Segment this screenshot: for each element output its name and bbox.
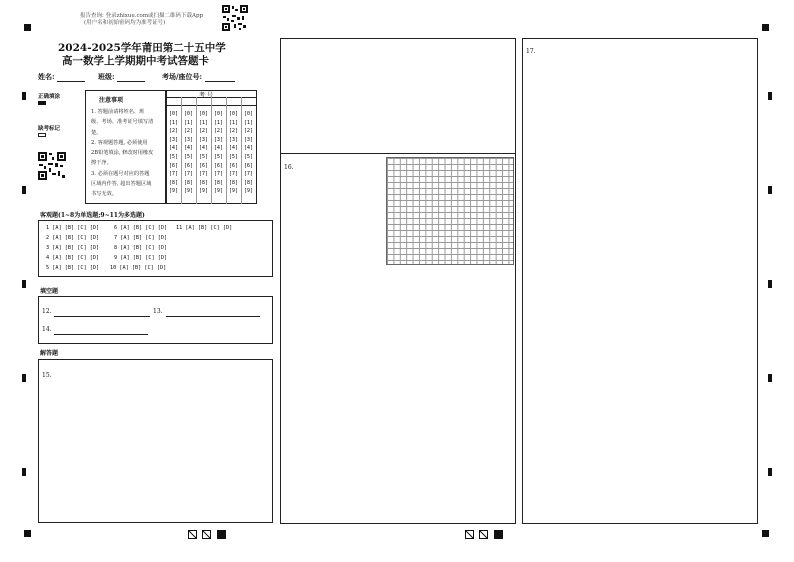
student-qr-code <box>38 152 66 180</box>
question-12-blank[interactable] <box>54 316 150 317</box>
choice-row[interactable]: 3 [A] [B] [C] [D] <box>46 245 100 251</box>
exam-digit-bubble[interactable]: [2] <box>183 128 194 135</box>
exam-digit-bubble[interactable]: [0] <box>198 111 209 117</box>
exam-digit-bubble[interactable]: [0] <box>168 111 179 117</box>
page-id-marks-left <box>188 530 228 540</box>
exam-digit-bubble[interactable]: [5] <box>168 153 179 160</box>
absent-mark-checkbox[interactable] <box>38 133 46 137</box>
question-14-blank[interactable] <box>54 334 148 335</box>
exam-digit-bubble[interactable]: [5] <box>183 153 194 160</box>
name-blank[interactable] <box>57 81 85 82</box>
middle-answer-column[interactable] <box>280 38 516 524</box>
exam-digit-bubble[interactable]: [2] <box>228 128 239 135</box>
exam-digit-bubble[interactable]: [3] <box>243 136 254 143</box>
choice-row[interactable]: 1 [A] [B] [C] [D] <box>46 225 100 231</box>
choice-row[interactable]: 9 [A] [B] [C] [D] <box>114 255 168 261</box>
exam-digit-bubble[interactable]: [4] <box>183 145 194 152</box>
exam-digit-bubble[interactable]: [4] <box>168 145 179 152</box>
exam-digit-bubble[interactable]: [2] <box>198 128 209 135</box>
exam-digit-bubble[interactable]: [7] <box>213 171 224 178</box>
exam-title-line1: 2024-2025学年莆田第二十五中学 <box>58 42 226 54</box>
class-field[interactable] <box>98 72 145 82</box>
notes-line: 书写无效。 <box>91 191 117 198</box>
exam-digit-bubble[interactable]: [7] <box>168 171 179 178</box>
exam-number-column[interactable] <box>197 110 210 196</box>
timing-mark <box>22 92 26 100</box>
notes-title: 注意事项 <box>99 97 124 104</box>
question-13-label: 13. <box>153 308 163 315</box>
corner-mark-top-left <box>24 24 31 31</box>
name-field[interactable] <box>38 72 85 82</box>
notes-line: 擦干净。 <box>91 160 112 167</box>
exam-digit-bubble[interactable]: [4] <box>213 145 224 152</box>
timing-mark <box>768 468 772 476</box>
exam-digit-bubble[interactable]: [2] <box>213 128 224 135</box>
report-notice: 报告查询: 登录zhixue.com或扫描二维码下载App <box>80 13 204 19</box>
timing-mark <box>22 468 26 476</box>
exam-digit-bubble[interactable]: [6] <box>228 162 239 169</box>
corner-mark-bottom-left <box>24 530 31 537</box>
choice-row[interactable]: 10 [A] [B] [C] [D] <box>110 265 167 271</box>
exam-digit-bubble[interactable]: [7] <box>243 171 254 178</box>
exam-digit-bubble[interactable]: [0] <box>228 111 239 117</box>
exam-digit-bubble[interactable]: [8] <box>168 179 179 186</box>
choice-row[interactable]: 8 [A] [B] [C] [D] <box>114 245 168 251</box>
exam-digit-bubble[interactable]: [7] <box>183 171 194 178</box>
choice-row[interactable]: 4 [A] [B] [C] [D] <box>46 255 100 261</box>
exam-digit-bubble[interactable]: [1] <box>168 119 179 126</box>
exam-digit-bubble[interactable]: [7] <box>198 171 209 178</box>
notes-line: 2B铅笔填涂, 修改时用橡皮 <box>91 150 154 157</box>
exam-digit-bubble[interactable]: [0] <box>183 111 194 117</box>
exam-number-column[interactable] <box>182 110 195 196</box>
exam-digit-bubble[interactable]: [6] <box>198 162 209 169</box>
notes-line: 3. 必须在题号对应的答题 <box>91 170 150 177</box>
exam-digit-bubble[interactable]: [3] <box>213 136 224 143</box>
corner-mark-top-right <box>762 24 769 31</box>
exam-digit-bubble[interactable]: [8] <box>183 179 194 186</box>
exam-digit-bubble[interactable]: [1] <box>228 119 239 126</box>
exam-number-column[interactable] <box>227 110 240 196</box>
room-seat-blank[interactable] <box>205 81 235 82</box>
exam-digit-bubble[interactable]: [3] <box>228 136 239 143</box>
name-label: 姓名: <box>38 72 55 81</box>
question-17-answer-box[interactable] <box>522 38 758 524</box>
correct-fill-label: 正确填涂 <box>38 94 61 100</box>
exam-digit-bubble[interactable]: [6] <box>168 162 179 169</box>
question-15-answer-box[interactable] <box>38 359 273 523</box>
timing-mark <box>22 374 26 382</box>
page-id-marks-right <box>465 530 505 540</box>
exam-digit-bubble[interactable]: [3] <box>168 136 179 143</box>
exam-title-line2: 高一数学上学期期中考试答题卡 <box>62 55 209 67</box>
exam-digit-bubble[interactable]: [9] <box>168 188 179 195</box>
timing-mark <box>768 280 772 288</box>
exam-digit-bubble[interactable]: [9] <box>228 188 239 195</box>
question-16-grid-paper[interactable] <box>386 157 514 265</box>
exam-digit-bubble[interactable]: [4] <box>228 145 239 152</box>
exam-digit-bubble[interactable]: [1] <box>243 119 254 126</box>
exam-number-label: 考 号 <box>199 92 213 99</box>
question-16-label: 16. <box>284 164 294 171</box>
exam-digit-bubble[interactable]: [2] <box>168 128 179 135</box>
exam-digit-bubble[interactable]: [9] <box>183 188 194 195</box>
fill-in-answer-box <box>38 296 273 344</box>
exam-digit-bubble[interactable]: [9] <box>198 188 209 195</box>
exam-digit-bubble[interactable]: [9] <box>213 188 224 195</box>
notes-line: 2. 客观题答题, 必须使用 <box>91 139 148 146</box>
class-blank[interactable] <box>117 81 145 82</box>
absent-mark-label: 缺考标记 <box>38 126 61 132</box>
notes-list <box>91 107 153 200</box>
exam-digit-bubble[interactable]: [5] <box>198 153 209 160</box>
choice-row[interactable]: 11 [A] [B] [C] [D] <box>176 225 233 231</box>
exam-digit-bubble[interactable]: [4] <box>198 145 209 152</box>
password-notice: (用户名和初始密码均为准考证号) <box>84 20 166 26</box>
room-seat-label: 考场/座位号: <box>162 72 203 81</box>
middle-column-divider <box>280 153 516 154</box>
notes-line: 区域内作答, 超出答题区域 <box>91 181 152 188</box>
exam-digit-bubble[interactable]: [6] <box>183 162 194 169</box>
question-15-label: 15. <box>42 372 52 379</box>
exam-digit-bubble[interactable]: [4] <box>243 145 254 152</box>
exam-digit-bubble[interactable]: [2] <box>243 128 254 135</box>
choice-row[interactable]: 2 [A] [B] [C] [D] <box>46 235 100 241</box>
objective-section-title: 客观题(1~8为单选题;9~11为多选题) <box>40 212 145 219</box>
notes-line: 1. 答题前请将姓名、班 <box>91 109 145 115</box>
answers-section-title: 解答题 <box>40 350 59 357</box>
exam-digit-bubble[interactable]: [0] <box>213 111 224 117</box>
notes-line: 楚。 <box>91 129 102 136</box>
exam-digit-bubble[interactable]: [6] <box>213 162 224 169</box>
timing-mark <box>22 280 26 288</box>
exam-digit-bubble[interactable]: [7] <box>228 171 239 178</box>
question-13-blank[interactable] <box>166 316 260 317</box>
exam-digit-bubble[interactable]: [5] <box>243 153 254 160</box>
exam-digit-bubble[interactable]: [6] <box>243 162 254 169</box>
exam-digit-bubble[interactable]: [1] <box>183 119 194 126</box>
correct-fill-sample <box>38 101 46 105</box>
exam-digit-bubble[interactable]: [3] <box>198 136 209 143</box>
timing-mark <box>768 374 772 382</box>
exam-digit-bubble[interactable]: [9] <box>243 188 254 195</box>
top-qr-code <box>222 5 248 31</box>
exam-digit-bubble[interactable]: [8] <box>213 179 224 186</box>
exam-number-column[interactable] <box>242 110 255 196</box>
timing-mark <box>22 186 26 194</box>
exam-digit-bubble[interactable]: [5] <box>228 153 239 160</box>
exam-digit-bubble[interactable]: [1] <box>213 119 224 126</box>
exam-digit-bubble[interactable]: [1] <box>198 119 209 126</box>
choice-row[interactable]: 6 [A] [B] [C] [D] <box>114 225 168 231</box>
timing-mark <box>768 92 772 100</box>
exam-digit-bubble[interactable]: [3] <box>183 136 194 143</box>
question-17-label: 17. <box>526 48 536 55</box>
exam-digit-bubble[interactable]: [5] <box>213 153 224 160</box>
exam-digit-bubble[interactable]: [0] <box>243 111 254 117</box>
fill-in-section-title: 填空题 <box>40 288 59 295</box>
choice-row[interactable]: 5 [A] [B] [C] [D] <box>46 265 100 271</box>
choice-row[interactable]: 7 [A] [B] [C] [D] <box>114 235 168 241</box>
notes-line: 级、考场、准考证号填写清 <box>91 119 154 126</box>
exam-number-column[interactable] <box>212 110 225 196</box>
exam-digit-bubble[interactable]: [8] <box>228 179 239 186</box>
question-12-label: 12. <box>42 308 52 315</box>
timing-mark <box>768 186 772 194</box>
room-seat-field[interactable] <box>162 72 235 82</box>
exam-digit-bubble[interactable]: [8] <box>243 179 254 186</box>
question-14-label: 14. <box>42 326 52 333</box>
exam-digit-bubble[interactable]: [8] <box>198 179 209 186</box>
corner-mark-bottom-right <box>762 530 769 537</box>
exam-number-column[interactable] <box>167 110 180 196</box>
class-label: 班级: <box>98 72 115 81</box>
